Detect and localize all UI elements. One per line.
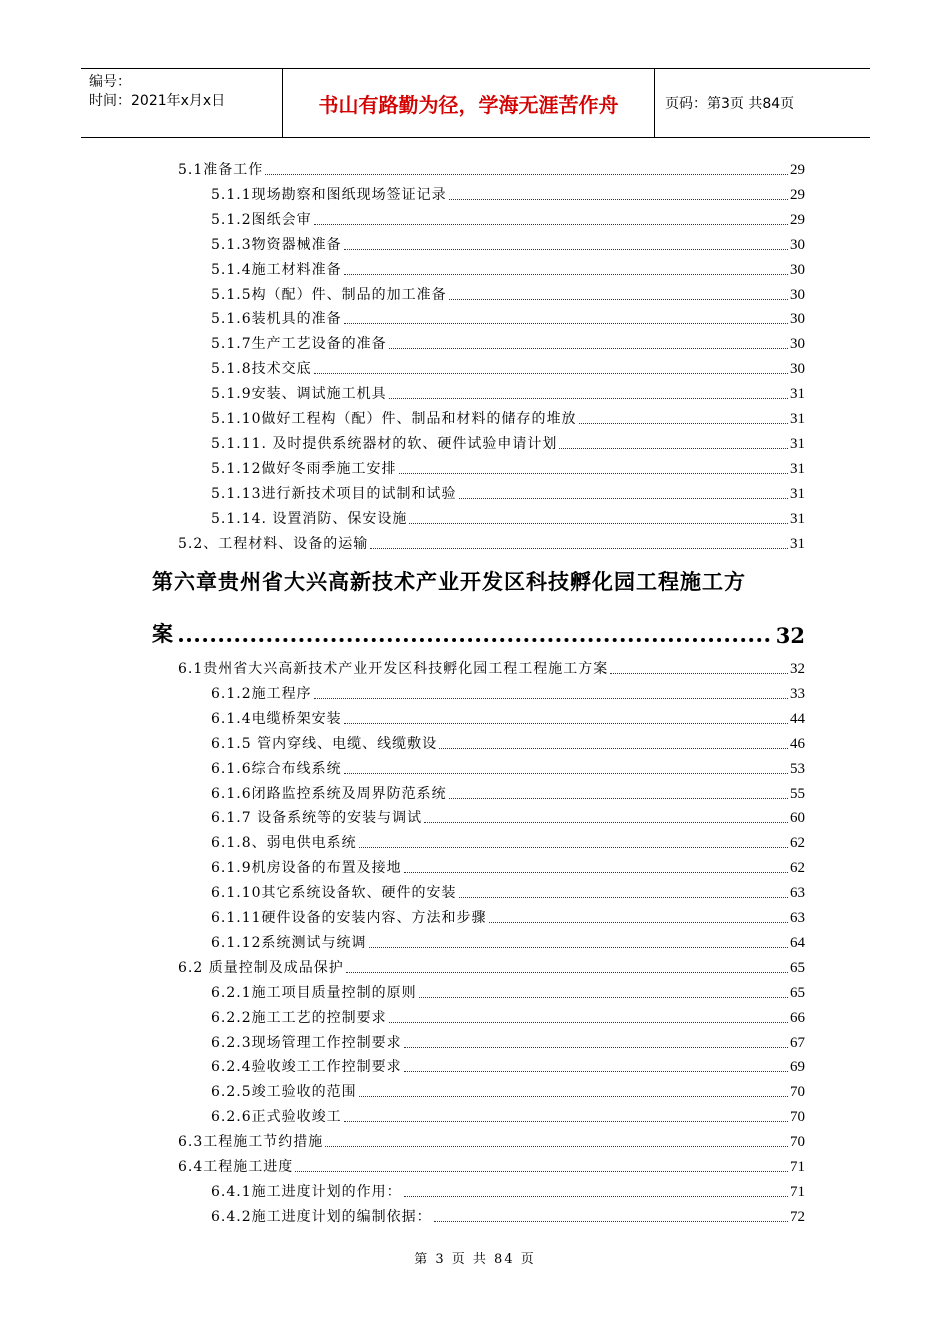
toc-entry-title: 6.3工程施工节约措施 <box>178 1134 324 1151</box>
toc-entry-title: 6.2.4验收竣工工作控制要求 <box>211 1059 402 1076</box>
toc-entry-title: 6.1.9机房设备的布置及接地 <box>211 860 402 877</box>
toc-leader-dots <box>449 299 788 300</box>
toc-entry[interactable] <box>178 958 805 978</box>
toc-entry-title: 5.1.2图纸会审 <box>211 211 312 228</box>
toc-entry-title: 6.1.12系统测试与统调 <box>211 934 367 951</box>
header-motto: 书山有路勤为径，学海无涯苦作舟 <box>283 69 655 137</box>
toc-leader-dots <box>346 972 788 973</box>
header-page-info: 页码：第3页 共84页 <box>665 96 795 112</box>
toc-entry[interactable] <box>211 759 805 779</box>
toc-entry-title: 5.1.1现场勘察和图纸现场签证记录 <box>211 186 447 203</box>
toc-entry[interactable] <box>211 185 805 205</box>
toc-page-number: 44 <box>790 710 805 727</box>
toc-leader-dots <box>370 548 788 549</box>
toc-leader-dots <box>359 1096 788 1097</box>
toc-entry[interactable] <box>211 384 805 404</box>
toc-entry[interactable] <box>211 1008 805 1028</box>
toc-leader-dots <box>344 723 788 724</box>
toc-entry-title: 6.1.8、弱电供电系统 <box>211 835 357 852</box>
toc-entry[interactable] <box>211 1207 805 1227</box>
toc-leader-dots <box>265 174 788 175</box>
toc-entry[interactable] <box>178 659 805 679</box>
toc-entry-title: 6.2.3现场管理工作控制要求 <box>211 1034 402 1051</box>
toc-entry-title: 6.2 质量控制及成品保护 <box>178 959 344 976</box>
toc-entry-title: 6.1.11硬件设备的安装内容、方法和步骤 <box>211 910 487 926</box>
toc-page-number: 30 <box>790 236 805 253</box>
toc-leader-dots <box>314 698 788 699</box>
toc-page-number: 55 <box>790 785 805 802</box>
toc-entry-title: 5.1.7生产工艺设备的准备 <box>211 336 387 353</box>
toc-entry-title: 6.2.2施工工艺的控制要求 <box>211 1009 387 1026</box>
toc-leader-dots <box>404 1047 788 1048</box>
toc-page-number: 72 <box>790 1208 805 1225</box>
toc-entry-title: 5.1.9安装、调试施工机具 <box>211 386 387 403</box>
toc-entry-title: 6.1贵州省大兴高新技术产业开发区科技孵化园工程工程施工方案 <box>178 661 609 677</box>
toc-page-number: 65 <box>790 959 805 976</box>
toc-page-number: 62 <box>790 860 805 877</box>
toc-leader-dots <box>404 872 788 873</box>
toc-leader-dots <box>449 199 788 200</box>
toc-page-number: 31 <box>790 510 805 527</box>
toc-entry[interactable] <box>211 509 805 529</box>
toc-page-number: 66 <box>790 1009 805 1026</box>
toc-page-number: 31 <box>790 411 805 427</box>
toc-entry[interactable] <box>211 1082 805 1102</box>
toc-entry-title: 6.1.4电缆桥架安装 <box>211 710 342 727</box>
toc-leader-dots <box>559 448 788 449</box>
toc-entry[interactable] <box>211 908 805 928</box>
toc-entry-title: 6.4.2施工进度计划的编制依据： <box>211 1208 432 1225</box>
toc-entry-title: 6.1.5 管内穿线、电缆、线缆敷设 <box>211 735 438 752</box>
toc-entry-title: 6.1.6综合布线系统 <box>211 760 342 777</box>
toc-entry[interactable] <box>211 484 805 504</box>
toc-entry[interactable] <box>178 534 805 554</box>
toc-entry-title: 5.1.10做好工程构（配）件、制品和材料的储存的堆放 <box>211 411 577 427</box>
toc-page-number: 30 <box>790 336 805 353</box>
toc-leader-dots <box>314 373 788 374</box>
toc-page-number: 70 <box>790 1134 805 1151</box>
chapter-title-continued[interactable] <box>152 618 805 648</box>
toc-entry[interactable] <box>211 684 805 704</box>
toc-page-number: 30 <box>790 261 805 278</box>
toc-leader-dots <box>344 323 788 324</box>
header-meta <box>81 69 283 137</box>
toc-entry-title: 6.1.10其它系统设备软、硬件的安装 <box>211 885 457 902</box>
toc-leader-dots <box>295 1171 788 1172</box>
toc-page-number: 33 <box>790 685 805 702</box>
toc-entry-title: 6.1.6闭路监控系统及周界防范系统 <box>211 785 447 802</box>
toc-page-number: 29 <box>790 186 805 203</box>
toc-entry-title: 5.1.11. 及时提供系统器材的软、硬件试验申请计划 <box>211 435 558 452</box>
toc-entry-title: 5.2、工程材料、设备的运输 <box>178 535 369 552</box>
document-date-label: 时间：2021年x月x日 <box>89 93 226 109</box>
toc-entry[interactable] <box>211 1107 805 1127</box>
toc-page-number: 53 <box>790 760 805 777</box>
toc-page-number: 62 <box>790 835 805 852</box>
toc-leader-dots <box>404 1196 788 1197</box>
toc-entry[interactable] <box>211 434 805 454</box>
toc-entry-title: 6.2.1施工项目质量控制的原则 <box>211 984 417 1001</box>
toc-leader-dots <box>579 423 788 424</box>
toc-entry[interactable] <box>211 285 805 305</box>
toc-entry[interactable] <box>211 309 805 329</box>
toc-page-number: 71 <box>790 1183 805 1200</box>
toc-page-number: 64 <box>790 934 805 951</box>
toc-leader-dots <box>424 822 788 823</box>
toc-leader-dots <box>314 224 788 225</box>
toc-leader-dots <box>344 1121 788 1122</box>
toc-page-number: 31 <box>790 460 805 477</box>
chapter-title[interactable]: 第六章贵州省大兴高新技术产业开发区科技孵化园工程施工方 <box>152 569 746 594</box>
toc-entry[interactable] <box>211 459 805 479</box>
toc-page-number: 31 <box>790 435 805 452</box>
toc-entry[interactable] <box>211 1057 805 1077</box>
toc-entry[interactable] <box>211 883 805 903</box>
toc-entry[interactable] <box>211 858 805 878</box>
toc-entry-title: 5.1.6装机具的准备 <box>211 311 342 328</box>
toc-leader-dots <box>409 523 788 524</box>
toc-entry-title: 5.1.13进行新技术项目的试制和试验 <box>211 485 457 502</box>
toc-leader-dots <box>325 1146 788 1147</box>
toc-entry[interactable] <box>211 933 805 953</box>
toc-page-number: 31 <box>790 386 805 403</box>
chapter-page-number: 32 <box>775 623 805 648</box>
toc-entry[interactable] <box>211 1033 805 1053</box>
toc-entry[interactable] <box>178 160 805 180</box>
toc-entry[interactable] <box>211 1182 805 1202</box>
toc-entry-title: 6.2.6正式验收竣工 <box>211 1109 342 1126</box>
toc-leader-dots <box>389 348 788 349</box>
toc-leader-dots <box>449 798 788 799</box>
toc-leader-dots <box>344 249 788 250</box>
toc-leader-dots <box>369 947 788 948</box>
toc-page-number: 29 <box>790 211 805 228</box>
toc-page-number: 31 <box>790 535 805 552</box>
toc-leader-dots <box>344 773 788 774</box>
toc-entry[interactable] <box>211 210 805 230</box>
toc-leader-dots <box>419 997 788 998</box>
toc-page-number: 46 <box>790 735 805 752</box>
toc-entry[interactable] <box>211 833 805 853</box>
page-footer: 第 3 页 共 84 页 <box>414 1252 536 1267</box>
toc-leader-dots <box>439 748 788 749</box>
toc-page-number: 31 <box>790 485 805 502</box>
toc-page-number: 30 <box>790 286 805 303</box>
toc-leader-dots <box>344 274 788 275</box>
toc-page-number: 30 <box>790 311 805 328</box>
toc-page-number: 32 <box>790 661 805 677</box>
toc-entry-title: 6.2.5竣工验收的范围 <box>211 1084 357 1101</box>
document-number-label: 编号： <box>89 74 131 90</box>
toc-entry-title: 6.4.1施工进度计划的作用： <box>211 1183 402 1200</box>
toc-entry-title: 6.1.2施工程序 <box>211 685 312 702</box>
toc-entry[interactable] <box>211 359 805 379</box>
toc-entry[interactable] <box>211 409 805 429</box>
toc-leader-dots <box>359 847 788 848</box>
toc-page-number: 71 <box>790 1159 805 1175</box>
toc-entry[interactable] <box>211 734 805 754</box>
toc-leader-dots <box>489 922 788 923</box>
page-header <box>81 68 870 138</box>
toc-entry[interactable] <box>211 808 805 828</box>
toc-page-number: 67 <box>790 1034 805 1051</box>
toc-page-number: 30 <box>790 361 805 378</box>
toc-page-number: 63 <box>790 910 805 926</box>
toc-leader-dots <box>434 1221 788 1222</box>
toc-leader-dots <box>404 1071 788 1072</box>
toc-entry[interactable] <box>211 709 805 729</box>
toc-entry-title: 5.1.5构（配）件、制品的加工准备 <box>211 286 447 303</box>
toc-entry-title: 5.1.12做好冬雨季施工安排 <box>211 460 397 477</box>
toc-entry[interactable] <box>211 983 805 1003</box>
toc-leader-dots <box>399 473 788 474</box>
toc-entry-title: 6.4工程施工进度 <box>178 1159 294 1175</box>
toc-entry-title: 5.1.14. 设置消防、保安设施 <box>211 510 408 527</box>
toc-page-number: 29 <box>790 162 805 178</box>
chapter-title-tail: 案 <box>152 621 173 646</box>
toc-leader-dots <box>610 673 788 674</box>
toc-entry-title: 5.1.3物资器械准备 <box>211 236 342 253</box>
toc-entry-title: 5.1.4施工材料准备 <box>211 261 342 278</box>
toc-leader-dots <box>459 897 788 898</box>
toc-entry[interactable] <box>178 1132 805 1152</box>
toc-leader-dots <box>389 398 788 399</box>
toc-entry[interactable] <box>211 334 805 354</box>
toc-page-number: 69 <box>790 1059 805 1076</box>
toc-page-number: 65 <box>790 984 805 1001</box>
toc-page-number: 70 <box>790 1084 805 1101</box>
toc-entry-title: 6.1.7 设备系统等的安装与调试 <box>211 810 423 827</box>
toc-entry[interactable] <box>211 260 805 280</box>
toc-entry[interactable] <box>178 1157 805 1177</box>
toc-page-number: 60 <box>790 810 805 827</box>
chapter-leader-dots <box>179 638 770 642</box>
toc-leader-dots <box>459 498 788 499</box>
toc-entry-title: 5.1.8技术交底 <box>211 361 312 378</box>
toc-page-number: 70 <box>790 1109 805 1126</box>
toc-entry[interactable] <box>211 784 805 804</box>
toc-page-number: 63 <box>790 885 805 902</box>
toc-entry-title: 5.1准备工作 <box>178 162 264 178</box>
toc-leader-dots <box>389 1022 788 1023</box>
toc-entry[interactable] <box>211 235 805 255</box>
